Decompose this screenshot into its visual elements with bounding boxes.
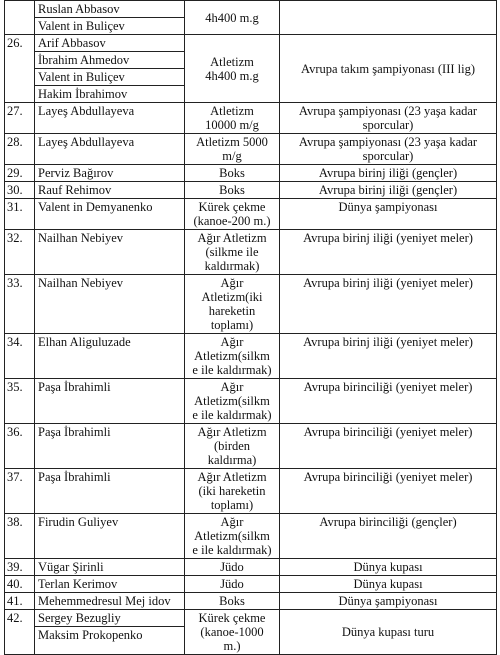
athlete-names-cell <box>35 103 185 134</box>
athlete-names-cell <box>35 559 185 576</box>
table-row <box>5 469 497 514</box>
competition-cell <box>280 593 497 610</box>
sport-line: Atletizm(silkm <box>194 394 270 408</box>
row-number: 40. <box>5 576 35 593</box>
row-number: 37. <box>5 469 35 514</box>
sport-line: Ağır <box>220 515 244 529</box>
athlete-name: Rauf Rehimov <box>38 183 112 197</box>
row-number: 29. <box>5 165 35 182</box>
sport-line: m.) <box>223 639 241 653</box>
athlete-name: Layeş Abdullayeva <box>38 135 135 149</box>
row-number: 39. <box>5 559 35 576</box>
sport-line: Boks <box>219 166 245 180</box>
sport-discipline-cell <box>185 469 280 514</box>
competition-line: sporcular) <box>362 149 414 163</box>
table-row <box>5 35 497 103</box>
sport-line: Boks <box>219 183 245 197</box>
sport-line: (iki hareketin <box>198 484 266 498</box>
table-row <box>5 593 497 610</box>
sport-discipline-cell <box>185 182 280 199</box>
competition-cell <box>280 35 497 103</box>
competition-line: Avrupa şampiyonası (23 yaşa kadar <box>298 135 478 149</box>
athlete-name: Layeş Abdullayeva <box>38 104 135 118</box>
competition-line: Dünya kupası <box>353 560 423 574</box>
table-row <box>5 165 497 182</box>
athlete-name: Arif Abbasov <box>35 35 184 52</box>
competition-line: Avrupa birinciliği (yeniyet meler) <box>303 380 473 394</box>
athlete-name: Paşa İbrahimli <box>38 470 111 484</box>
competition-cell <box>280 469 497 514</box>
sport-discipline-cell <box>185 103 280 134</box>
athlete-name: Paşa İbrahimli <box>38 380 111 394</box>
competition-cell <box>280 514 497 559</box>
sport-line: kaldırmak) <box>204 259 260 273</box>
athlete-name: Nailhan Nebiyev <box>38 231 124 245</box>
sport-line: toplamı) <box>210 318 254 332</box>
sport-line: Ağır Atletizm <box>197 470 267 484</box>
competition-cell <box>280 424 497 469</box>
athlete-name: Hakim İbrahimov <box>38 87 128 101</box>
athlete-names-cell <box>35 334 185 379</box>
competition-line: Avrupa birinciliği (yeniyet meler) <box>303 425 473 439</box>
athlete-names-cell <box>35 199 185 230</box>
table-row <box>5 275 497 334</box>
athlete-names-cell <box>35 165 185 182</box>
sport-line: Kürek çekme <box>198 200 266 214</box>
athlete-names-cell <box>35 514 185 559</box>
competition-line: sporcular) <box>362 118 414 132</box>
competition-line: Avrupa birinj iliği (yeniyet meler) <box>303 335 473 349</box>
sport-line: Atletizm(silkm <box>194 349 270 363</box>
athlete-names-cell <box>35 1 185 35</box>
competition-line: Dünya şampiyonası <box>338 594 438 608</box>
row-number: 34. <box>5 334 35 379</box>
sport-line: Ağır <box>220 380 244 394</box>
athlete-name: Terlan Kerimov <box>38 577 118 591</box>
sport-line: Kürek çekme <box>198 611 266 625</box>
athlete-name: Nailhan Nebiyev <box>38 276 124 290</box>
athlete-name: Firudin Guliyev <box>38 515 119 529</box>
row-number: 30. <box>5 182 35 199</box>
competition-cell <box>280 165 497 182</box>
sport-discipline-cell <box>185 559 280 576</box>
competition-cell <box>280 134 497 165</box>
table-row <box>5 230 497 275</box>
sport-discipline-cell <box>185 514 280 559</box>
athlete-names-cell <box>35 424 185 469</box>
sport-line: Atletizm <box>210 104 254 118</box>
sport-line: Boks <box>219 594 245 608</box>
competition-line: Avrupa şampiyonası (23 yaşa kadar <box>298 104 478 118</box>
athlete-names-cell <box>35 593 185 610</box>
athlete-names-cell <box>35 275 185 334</box>
sport-line: e ile kaldırmak) <box>192 543 272 557</box>
competition-cell <box>280 610 497 655</box>
results-table-body <box>5 1 497 655</box>
table-row <box>5 379 497 424</box>
athlete-name: Maksim Prokopenko <box>38 628 143 642</box>
sport-line: Atletizm 5000 <box>196 135 268 149</box>
sport-discipline-cell <box>185 576 280 593</box>
table-row <box>5 576 497 593</box>
competition-cell <box>280 230 497 275</box>
athlete-name: Perviz Bağırov <box>38 166 114 180</box>
sport-line: Ağır <box>220 335 244 349</box>
table-row <box>5 514 497 559</box>
competition-cell <box>280 1 497 35</box>
athlete-names-cell <box>35 134 185 165</box>
sport-line: Jüdo <box>220 577 244 591</box>
competition-line: Avrupa birinciliği (gençler) <box>319 515 457 529</box>
athlete-name: Valent in Buliçev <box>35 69 184 86</box>
competition-line: Dünya kupası turu <box>341 625 435 639</box>
athlete-names-cell <box>35 182 185 199</box>
row-number: 31. <box>5 199 35 230</box>
competition-line: Avrupa birinciliği (yeniyet meler) <box>303 470 473 484</box>
sport-discipline-cell <box>185 230 280 275</box>
competition-line: Avrupa birinj iliği (gençler) <box>318 183 458 197</box>
row-number: 28. <box>5 134 35 165</box>
sport-line: m/g <box>222 149 242 163</box>
competition-line: Avrupa birinj iliği (yeniyet meler) <box>303 231 473 245</box>
sport-discipline-cell <box>185 165 280 182</box>
competition-cell <box>280 334 497 379</box>
row-number <box>5 1 35 35</box>
sport-discipline-cell <box>185 610 280 655</box>
competition-cell <box>280 379 497 424</box>
row-number: 27. <box>5 103 35 134</box>
athlete-names-cell <box>35 379 185 424</box>
sport-line: (kanoe-200 m.) <box>193 214 271 228</box>
athlete-name: Paşa İbrahimli <box>38 425 111 439</box>
competition-line: Avrupa takım şampiyonası (III lig) <box>300 61 476 76</box>
sport-discipline-cell <box>185 199 280 230</box>
athlete-name: İbrahim Ahmedov <box>35 52 184 69</box>
sport-discipline-cell <box>185 334 280 379</box>
sport-line: toplamı) <box>210 498 254 512</box>
competition-line: Dünya kupası <box>353 577 423 591</box>
athlete-name: Sergey Bezugliy <box>35 610 184 627</box>
competition-cell <box>280 275 497 334</box>
sport-line: kaldırma) <box>207 453 257 467</box>
sport-discipline-cell <box>185 593 280 610</box>
competition-cell <box>280 199 497 230</box>
sport-line: 4h400 m.g <box>205 10 259 25</box>
competition-line: Avrupa birinj iliği (gençler) <box>318 166 458 180</box>
competition-cell <box>280 103 497 134</box>
sport-line: Ağır Atletizm <box>197 231 267 245</box>
sport-line: e ile kaldırmak) <box>192 408 272 422</box>
athlete-name: Vügar Şirinli <box>38 560 104 574</box>
table-row <box>5 1 497 35</box>
row-number: 41. <box>5 593 35 610</box>
sport-discipline-cell <box>185 379 280 424</box>
sport-line: Atletizm(iki <box>201 290 263 304</box>
sport-discipline-cell <box>185 275 280 334</box>
results-table <box>4 0 497 655</box>
sport-line: (birden <box>213 439 251 453</box>
athlete-names-cell <box>35 35 185 103</box>
athlete-name: Ruslan Abbasov <box>35 1 184 18</box>
competition-cell <box>280 182 497 199</box>
table-row <box>5 334 497 379</box>
competition-cell <box>280 576 497 593</box>
athlete-names-cell <box>35 230 185 275</box>
row-number: 38. <box>5 514 35 559</box>
sport-line: 4h400 m.g <box>205 68 259 83</box>
sport-line: (kanoe-1000 <box>200 625 264 639</box>
table-row <box>5 182 497 199</box>
athlete-names-cell <box>35 610 185 655</box>
athlete-name: Valent in Buliçev <box>38 19 125 33</box>
athlete-name: Valent in Demyanenko <box>38 200 153 214</box>
row-number: 36. <box>5 424 35 469</box>
athlete-name: Mehemmedresul Mej idov <box>38 594 171 608</box>
athlete-names-cell <box>35 469 185 514</box>
table-row <box>5 424 497 469</box>
competition-line: Dünya şampiyonası <box>338 200 438 214</box>
table-row <box>5 559 497 576</box>
sport-line: Ağır Atletizm <box>197 425 267 439</box>
row-number: 26. <box>5 35 35 103</box>
competition-line: Avrupa birinj iliği (yeniyet meler) <box>303 276 473 290</box>
sport-line: Atletizm <box>210 54 254 69</box>
row-number: 33. <box>5 275 35 334</box>
sport-discipline-cell <box>185 35 280 103</box>
table-row <box>5 610 497 655</box>
table-row <box>5 103 497 134</box>
sport-line: 10000 m/g <box>205 118 259 132</box>
sport-line: e ile kaldırmak) <box>192 363 272 377</box>
athlete-name: Elhan Aliguluzade <box>38 335 131 349</box>
sport-discipline-cell <box>185 424 280 469</box>
sport-discipline-cell <box>185 134 280 165</box>
sport-line: (silkme ile <box>205 245 259 259</box>
row-number: 35. <box>5 379 35 424</box>
sport-line: Atletizm(silkm <box>194 529 270 543</box>
table-row <box>5 134 497 165</box>
competition-cell <box>280 559 497 576</box>
sport-line: Ağır <box>220 276 244 290</box>
row-number: 42. <box>5 610 35 655</box>
athlete-names-cell <box>35 576 185 593</box>
sport-line: hareketin <box>208 304 256 318</box>
row-number: 32. <box>5 230 35 275</box>
sport-line: Jüdo <box>220 560 244 574</box>
table-row <box>5 199 497 230</box>
sport-discipline-cell <box>185 1 280 35</box>
